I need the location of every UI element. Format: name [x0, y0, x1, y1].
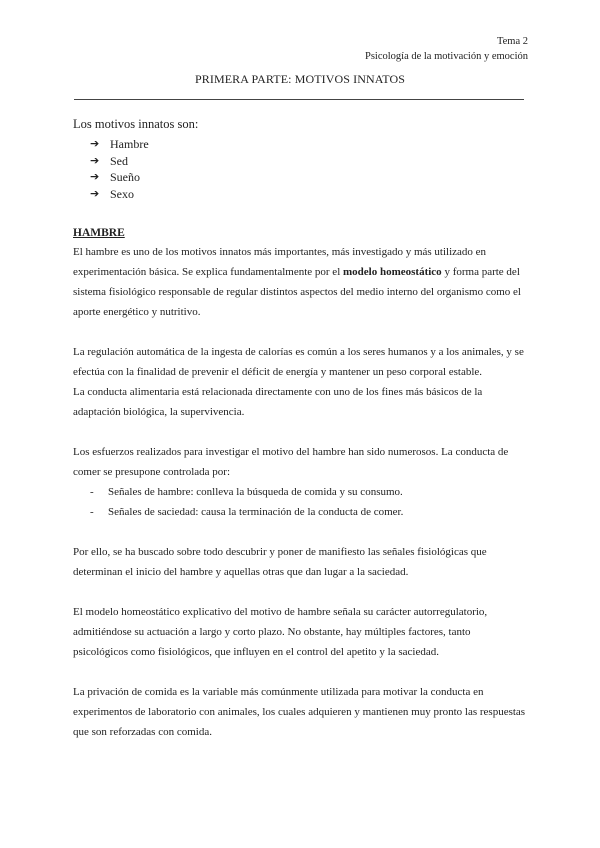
list-item — [90, 482, 528, 502]
section-heading: HAMBRE — [73, 227, 125, 239]
bold-term: modelo homeostático — [343, 266, 442, 278]
header-subject: Psicología de la motivación y emoción — [364, 51, 528, 62]
document-body — [73, 116, 528, 742]
signals-list — [73, 482, 528, 522]
paragraph-spacer — [73, 522, 528, 542]
paragraph-spacer — [73, 322, 528, 342]
paragraph-model: El modelo homeostático explicativo del motivo de hambre señala su carácter autorregulatorio, admitiéndose su actuación a largo y corto plazo. No obstante, hay múltiples factores, tanto psicológicos como fisiológicos, que influyen en el control del apetito y la saciedad. — [73, 606, 488, 658]
list-item — [90, 169, 528, 186]
dash-bullet: - — [90, 506, 94, 518]
list-item — [90, 136, 528, 153]
list-item-label: Hambre — [110, 137, 149, 151]
arrow-right-icon: ➔ — [90, 170, 100, 183]
list-item-label: Sexo — [110, 186, 134, 201]
paragraph-spacer — [73, 422, 528, 442]
list-item — [90, 153, 528, 170]
list-item — [90, 502, 528, 522]
paragraph-signals: Por ello, se ha buscado sobre todo descubrir y poner de manifiesto las señales fisiológicas que determinan el inicio del hambre y aquellas otras que dan lugar a la saciedad. — [73, 546, 487, 578]
motives-list — [73, 136, 528, 202]
paragraph-research: Los esfuerzos realizados para investigar el motivo del hambre han sido numerosos. La conducta de comer se presupone controlada por: — [73, 446, 509, 478]
list-item-label: Señales de hambre: conlleva la búsqueda de comida y su consumo. — [108, 486, 403, 498]
page-title: PRIMERA PARTE: MOTIVOS INNATOS — [195, 72, 405, 86]
arrow-right-icon: ➔ — [90, 137, 100, 150]
list-item-label: Sed — [110, 153, 128, 168]
intro-text: Los motivos innatos son: — [73, 117, 199, 131]
arrow-right-icon: ➔ — [90, 153, 100, 167]
list-item-label: Sueño — [110, 170, 140, 184]
paragraph-spacer — [73, 662, 528, 682]
title-divider — [74, 99, 524, 100]
list-item-label: Señales de saciedad: causa la terminación de la conducta de comer. — [108, 506, 404, 518]
dash-bullet: - — [90, 486, 94, 498]
header-topic: Tema 2 — [496, 36, 528, 47]
paragraph-survival: La conducta alimentaria está relacionada directamente con uno de los fines más básicos de la adaptación biológica, la supervivencia. — [73, 386, 483, 418]
paragraph-text: El hambre es uno de los motivos innatos más importantes, más investigado y más utilizado en experimentación básica. Se explica fundamentalmente por el — [73, 246, 487, 278]
paragraph-text: y forma parte del sistema fisiológico responsable de regular distintos aspectos del medio interno del organismo como el aporte energético y nutritivo. — [73, 266, 521, 318]
page-header — [365, 34, 528, 64]
paragraph-spacer — [73, 582, 528, 602]
paragraph-intro — [73, 242, 528, 322]
arrow-right-icon: ➔ — [90, 186, 100, 200]
list-item — [90, 186, 528, 203]
paragraph-deprivation: La privación de comida es la variable más comúnmente utilizada para motivar la conducta en experimentos de laboratorio con animales, los cuales adquieren y mantienen muy pronto las respuestas que son reforzadas con comida. — [73, 686, 526, 738]
paragraph-regulation: La regulación automática de la ingesta de calorías es común a los seres humanos y a los animales, y se efectúa con la finalidad de prevenir el déficit de energía y mantener un peso corporal estable. — [73, 346, 524, 378]
